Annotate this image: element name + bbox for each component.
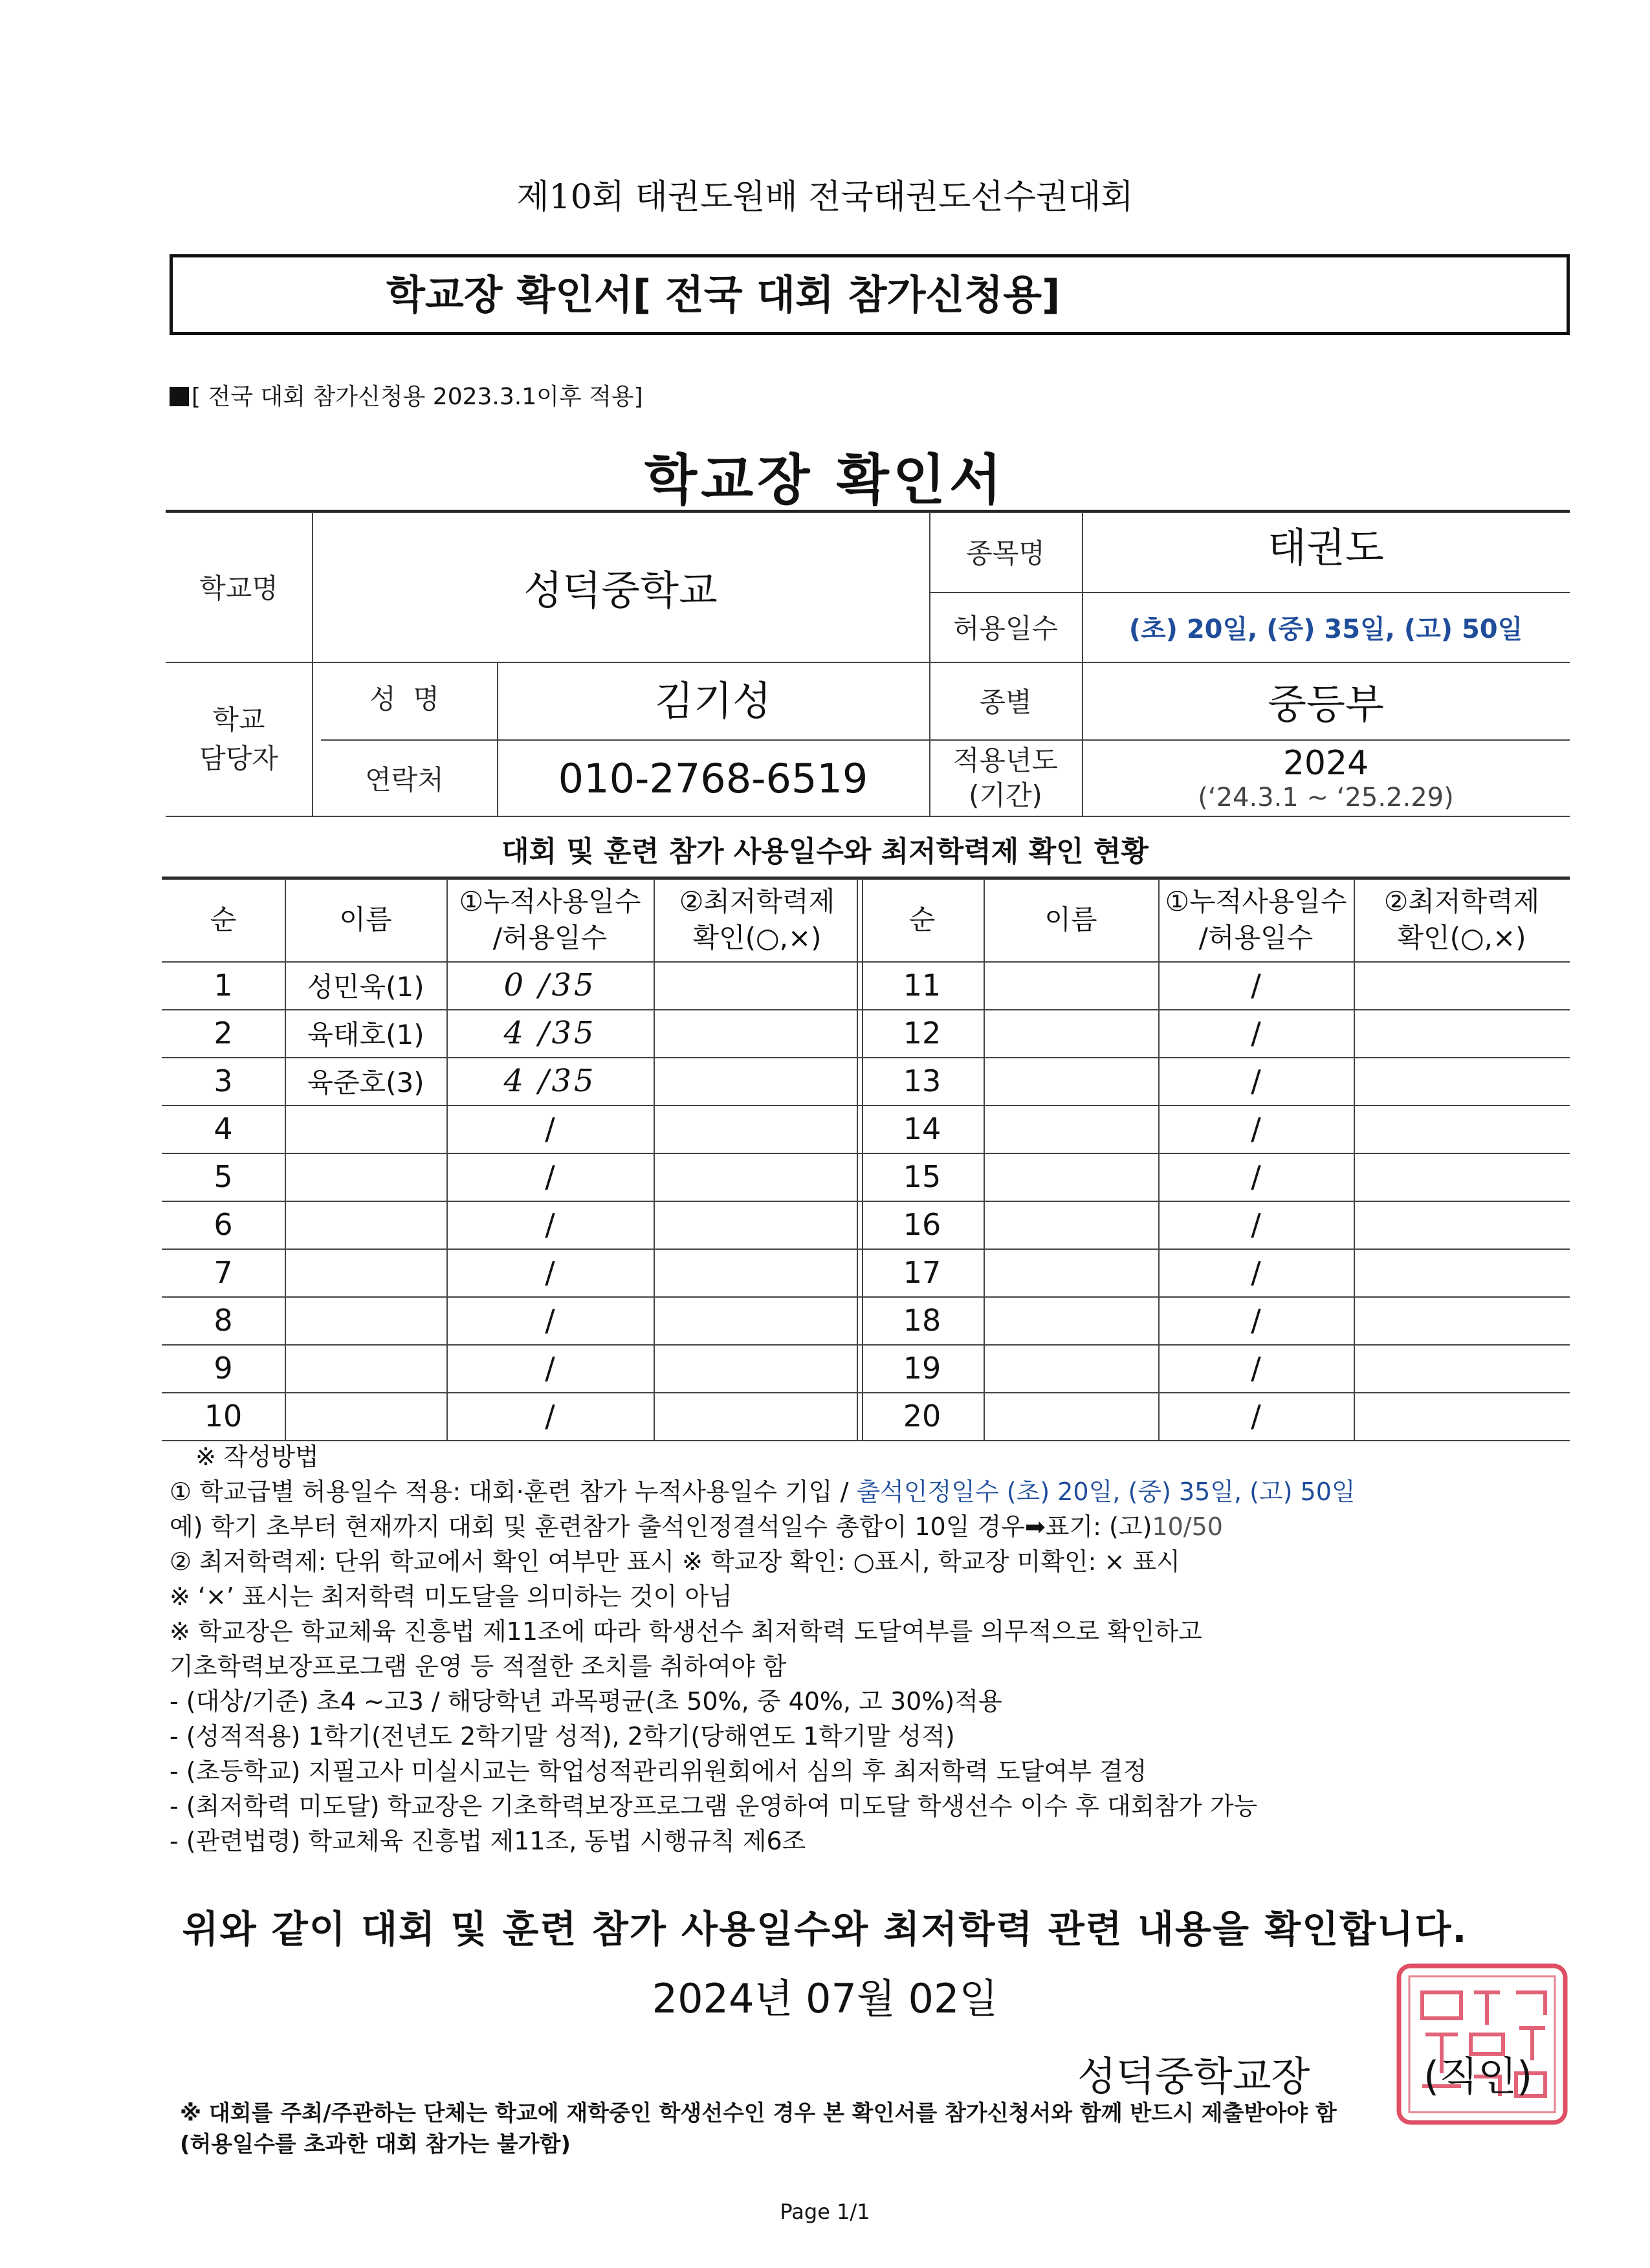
player-name bbox=[285, 1392, 446, 1440]
academic-check bbox=[1354, 1392, 1570, 1440]
player-name bbox=[285, 1248, 446, 1296]
year-label: 적용년도 (기간) bbox=[952, 745, 1059, 811]
school-value: 성덕중학교 bbox=[523, 566, 718, 614]
name-label: 성 명 bbox=[369, 683, 439, 715]
category-value: 중등부 bbox=[1268, 680, 1384, 728]
row-number: 7 bbox=[214, 1255, 233, 1290]
page-number: Page 1/1 bbox=[780, 2199, 870, 2224]
player-name bbox=[984, 1105, 1158, 1153]
sport-label: 종목명 bbox=[966, 538, 1045, 569]
days-used: / bbox=[545, 1255, 555, 1290]
academic-check bbox=[654, 1057, 861, 1105]
player-name bbox=[984, 1201, 1158, 1248]
player-name: 성민욱(1) bbox=[307, 971, 424, 1003]
days-used: / bbox=[545, 1399, 555, 1434]
row-number: 1 bbox=[214, 968, 233, 1003]
days-used: / bbox=[1251, 968, 1261, 1003]
row-number: 9 bbox=[214, 1351, 233, 1386]
row-number: 5 bbox=[214, 1159, 233, 1194]
player-name bbox=[984, 1248, 1158, 1296]
days-used: 4 /35 bbox=[503, 1015, 597, 1051]
player-name bbox=[285, 1296, 446, 1344]
square-bullet-icon bbox=[170, 387, 189, 406]
year-value: 2024 bbox=[1282, 744, 1369, 783]
method-line: - (초등학교) 지필고사 미실시교는 학업성적관리위원회에서 심의 후 최저학력 도달여부 결정 bbox=[170, 1757, 1147, 1785]
event-title: 제10회 태권도원배 전국태권도선수권대회 bbox=[516, 178, 1134, 217]
row-number: 19 bbox=[903, 1351, 941, 1386]
days-used: / bbox=[1251, 1016, 1261, 1051]
writing-method bbox=[170, 1439, 1593, 1859]
main-title: 학교장 확인서 bbox=[644, 448, 1006, 512]
player-name bbox=[984, 1153, 1158, 1201]
contact-label: 연락처 bbox=[365, 764, 444, 796]
row-number: 17 bbox=[903, 1255, 941, 1290]
confirmation-statement: 위와 같이 대회 및 훈련 참가 사용일수와 최저학력 관련 내용을 확인합니다. bbox=[182, 1907, 1468, 1951]
academic-check bbox=[1354, 1105, 1570, 1153]
header-academic: ②최저학력제 확인(○,×) bbox=[1383, 886, 1540, 954]
academic-check bbox=[654, 1248, 861, 1296]
days-used: / bbox=[545, 1159, 555, 1194]
academic-check bbox=[1354, 1201, 1570, 1248]
method-line: - (성적적용) 1학기(전년도 2학기말 성적), 2학기(당해연도 1학기말 성적) bbox=[170, 1722, 955, 1750]
row-number: 14 bbox=[903, 1111, 941, 1146]
year-period: (‘24.3.1 ~ ‘25.2.29) bbox=[1198, 783, 1454, 812]
method-line: ※ 학교장은 학교체육 진흥법 제11조에 따라 학생선수 최저학력 도달여부를 의무적으로 확인하고 bbox=[170, 1617, 1202, 1646]
footer-line: (허용일수를 초과한 대회 참가는 불가함) bbox=[180, 2132, 571, 2157]
row-number: 18 bbox=[903, 1303, 941, 1338]
row-number: 4 bbox=[214, 1111, 233, 1146]
row-number: 12 bbox=[903, 1016, 941, 1051]
manager-label: 학교 담당자 bbox=[199, 704, 278, 774]
player-name bbox=[285, 1105, 446, 1153]
days-used: / bbox=[1251, 1207, 1261, 1242]
applied-note-text: [ 전국 대회 참가신청용 2023.3.1이후 적용] bbox=[192, 384, 643, 410]
player-name bbox=[285, 1344, 446, 1392]
player-name bbox=[984, 1057, 1158, 1105]
academic-check bbox=[654, 1105, 861, 1153]
days-used: / bbox=[1251, 1063, 1261, 1098]
info-table bbox=[166, 510, 1570, 817]
method-line-text: ① 학교급별 허용일수 적용: 대회·훈련 참가 누적사용일수 기입 / bbox=[170, 1477, 857, 1506]
academic-check bbox=[1354, 961, 1570, 1009]
days-used: / bbox=[1251, 1111, 1261, 1146]
player-name bbox=[984, 1344, 1158, 1392]
header-days: ①누적사용일수 /허용일수 bbox=[1165, 886, 1347, 954]
allowed-days-label: 허용일수 bbox=[952, 613, 1059, 644]
academic-check bbox=[1354, 1153, 1570, 1201]
player-name bbox=[984, 1296, 1158, 1344]
row-number: 2 bbox=[214, 1016, 233, 1051]
days-used: / bbox=[545, 1303, 555, 1338]
days-used: / bbox=[545, 1351, 555, 1386]
header-name: 이름 bbox=[1044, 904, 1097, 935]
player-name bbox=[984, 1392, 1158, 1440]
academic-check bbox=[1354, 1057, 1570, 1105]
method-line: 기초학력보장프로그램 운영 등 적절한 조치를 취하여야 함 bbox=[170, 1652, 787, 1681]
header-days: ①누적사용일수 /허용일수 bbox=[459, 886, 641, 954]
method-line: - (대상/기준) 초4 ~고3 / 해당학년 과목평균(초 50%, 중 40%, 고 30%)적용 bbox=[170, 1687, 1002, 1716]
academic-check bbox=[654, 1009, 861, 1057]
method-line-text: 예) 학기 초부터 현재까지 대회 및 훈련참가 출석인정결석일수 총합이 10일 경우➡표기: (고) bbox=[170, 1512, 1152, 1541]
player-name bbox=[984, 1009, 1158, 1057]
method-line: - (최저학력 미도달) 학교장은 기초학력보장프로그램 운영하여 미도달 학생선수 이수 후 대회참가 가능 bbox=[170, 1792, 1258, 1820]
player-name bbox=[984, 961, 1158, 1009]
academic-check bbox=[654, 1153, 861, 1201]
days-used: / bbox=[545, 1111, 555, 1146]
contact-value: 010-2768-6519 bbox=[558, 754, 868, 802]
row-number: 20 bbox=[903, 1399, 941, 1434]
header-no: 순 bbox=[210, 904, 237, 935]
row-number: 6 bbox=[214, 1207, 233, 1242]
method-line bbox=[170, 1509, 1593, 1544]
days-used: / bbox=[1251, 1303, 1261, 1338]
allowed-days-value: (초) 20일, (중) 35일, (고) 50일 bbox=[1128, 614, 1523, 644]
principal-signature: 성덕중학교장 bbox=[1077, 2053, 1310, 2100]
seal-mark: (직인) bbox=[1424, 2053, 1533, 2100]
year-cell bbox=[1082, 739, 1570, 817]
days-used: / bbox=[1251, 1255, 1261, 1290]
academic-check bbox=[1354, 1009, 1570, 1057]
section-title: 대회 및 훈련 참가 사용일수와 최저학력제 확인 현황 bbox=[501, 835, 1149, 868]
academic-check bbox=[1354, 1296, 1570, 1344]
row-number: 13 bbox=[903, 1063, 941, 1098]
player-name: 육태호(1) bbox=[307, 1019, 424, 1051]
academic-check bbox=[1354, 1248, 1570, 1296]
method-highlight: 출석인정일수 (초) 20일, (중) 35일, (고) 50일 bbox=[856, 1477, 1356, 1506]
row-number: 11 bbox=[903, 968, 941, 1003]
footer-note bbox=[180, 2098, 1337, 2160]
academic-check bbox=[1354, 1344, 1570, 1392]
boxed-document-title: 학교장 확인서[ 전국 대회 참가신청용] bbox=[170, 254, 1570, 335]
header-name: 이름 bbox=[339, 904, 392, 935]
issue-date: 2024년 07월 02일 bbox=[652, 1975, 998, 2022]
player-name bbox=[285, 1153, 446, 1201]
sport-value: 태권도 bbox=[1268, 523, 1384, 571]
name-value: 김기성 bbox=[655, 677, 771, 725]
days-used: / bbox=[545, 1207, 555, 1242]
academic-check bbox=[654, 1344, 861, 1392]
academic-check bbox=[654, 1296, 861, 1344]
method-example-value: 10/50 bbox=[1152, 1512, 1223, 1541]
school-label: 학교명 bbox=[199, 572, 278, 604]
roster-table bbox=[162, 877, 1570, 1448]
days-used: / bbox=[1251, 1399, 1261, 1434]
method-line: ② 최저학력제: 단위 학교에서 확인 여부만 표시 ※ 학교장 확인: ○표시, 학교장 미확인: × 표시 bbox=[170, 1547, 1180, 1576]
method-line bbox=[170, 1474, 1593, 1509]
row-number: 16 bbox=[903, 1207, 941, 1242]
row-number: 3 bbox=[214, 1063, 233, 1098]
method-line: - (관련법령) 학교체육 진흥법 제11조, 동법 시행규칙 제6조 bbox=[170, 1827, 806, 1855]
footer-line: ※ 대회를 주최/주관하는 단체는 학교에 재학중인 학생선수인 경우 본 확인서를 참가신청서와 함께 반드시 제출받아야 함 bbox=[180, 2100, 1337, 2126]
row-number: 15 bbox=[903, 1159, 941, 1194]
row-number: 8 bbox=[214, 1303, 233, 1338]
player-name bbox=[285, 1201, 446, 1248]
academic-check bbox=[654, 1392, 861, 1440]
academic-check bbox=[654, 961, 861, 1009]
days-used: / bbox=[1251, 1351, 1261, 1386]
category-label: 종별 bbox=[979, 686, 1032, 718]
header-academic: ②최저학력제 확인(○,×) bbox=[679, 886, 835, 954]
method-line: ※ ‘×’ 표시는 최저학력 미도달을 의미하는 것이 아님 bbox=[170, 1582, 732, 1611]
days-used: 4 /35 bbox=[503, 1063, 597, 1099]
row-number: 10 bbox=[204, 1399, 243, 1434]
academic-check bbox=[654, 1201, 861, 1248]
header-no: 순 bbox=[908, 904, 936, 935]
days-used: 0 /35 bbox=[503, 967, 597, 1003]
applied-note bbox=[170, 378, 643, 411]
days-used: / bbox=[1251, 1159, 1261, 1194]
player-name: 육준호(3) bbox=[307, 1067, 424, 1098]
method-title: ※ 작성방법 bbox=[195, 1443, 319, 1471]
